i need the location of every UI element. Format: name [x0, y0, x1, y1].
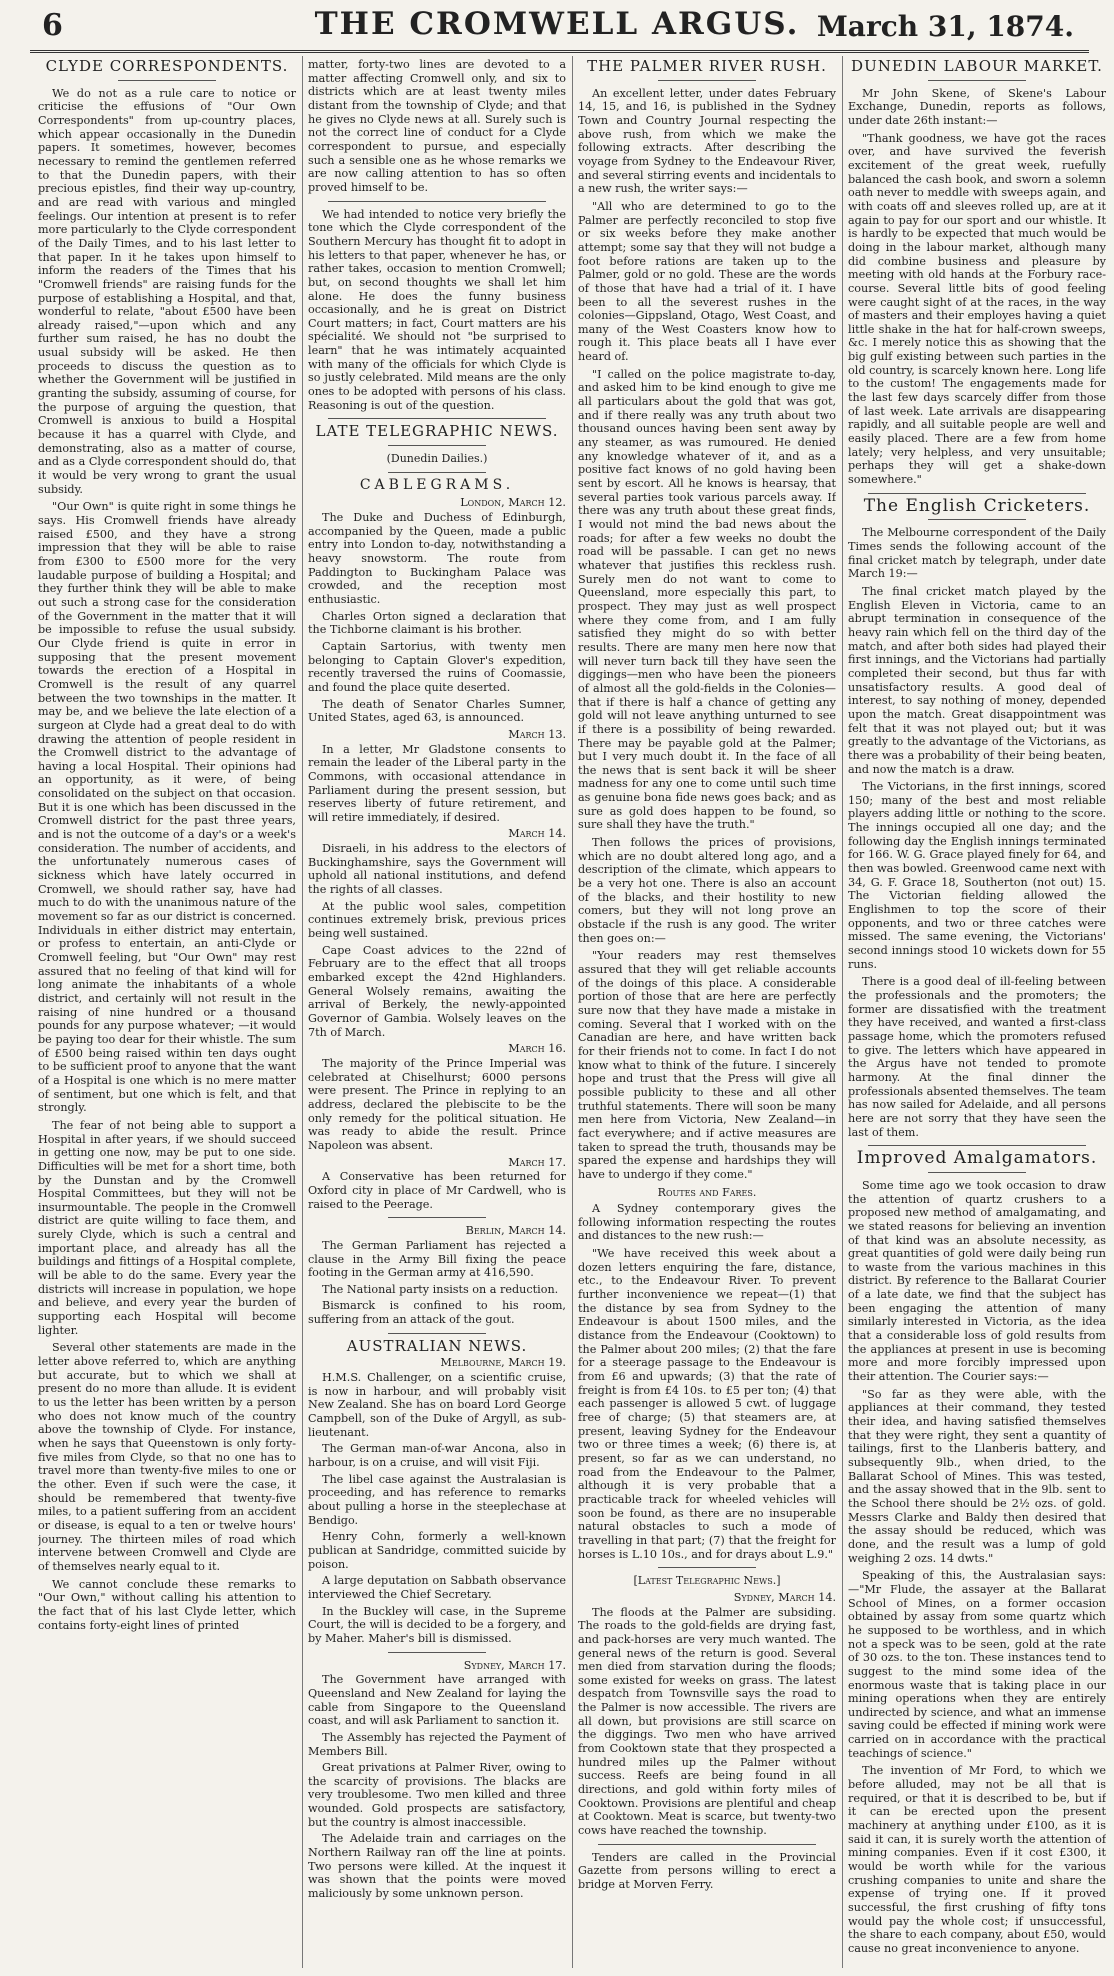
news-item: Bismarck is confined to his room, suffering from an attack of the gout. — [308, 1299, 566, 1327]
news-item: Great privations at Palmer River, owing to the scarcity of provisions. The blacks are very troublesome. Two men killed and three wounded. Gold prospects are satisfactory, but the country is almost inaccessible. — [308, 1761, 566, 1829]
dateline: March 16. — [508, 1042, 566, 1056]
divider — [328, 418, 546, 419]
paragraph: Mr John Skene, of Skene's Labour Exchange, Dunedin, reports as follows, under date 26th instant:— — [848, 86, 1106, 127]
divider — [658, 1567, 756, 1568]
divider — [388, 472, 486, 473]
news-item: The Duke and Duchess of Edinburgh, accompanied by the Queen, made a public entry into London to-day, notwithstanding a heavy snowstorm. The route from Paddington to Buckingham Palace was crowded, and the reception most enthusiastic. — [308, 511, 566, 606]
subheading-routes-and-fares: Routes and Fares. — [657, 1185, 757, 1199]
article-heading-clyde-correspondents: CLYDE CORRESPONDENTS. — [45, 58, 289, 75]
column-divider — [842, 56, 843, 1968]
divider — [388, 1652, 486, 1653]
news-item: Henry Cohn, formerly a well-known publican at Sandridge, committed suicide by poison. — [308, 1530, 566, 1571]
news-item: The majority of the Prince Imperial was celebrated at Chiselhurst; 6000 persons were present. The Prince in replying to an address, declared the plebiscite to be the only remedy for the political situation. He was ready to abide the result. Prince Napoleon was absent. — [308, 1056, 566, 1152]
paragraph: "So far as they were able, with the appliances at their command, they tested their idea, and having satisfied themselves that they were right, they sent a quantity of tailings, first to the Llanberis battery, and subsequently 9lb., when dried, to the Ballarat School of Mines. This was tested, and the assay showed that in the 9lb. sent to the School there should be 2½ ozs. of gold. Messrs Clarke and Baldy then desired that the assay should be reduced, which was done, and the result was a lump of gold weighing 2 ozs. 14 dwts." — [848, 1387, 1106, 1565]
divider — [328, 201, 546, 202]
news-item: A large deputation on Sabbath observance interviewed the Chief Secretary. — [308, 1574, 566, 1601]
news-item: At the public wool sales, competition continues extremely brisk, previous prices being well sustained. — [308, 899, 566, 941]
divider — [868, 1145, 1086, 1146]
dateline: March 14. — [508, 827, 566, 841]
paragraph: A Sydney contemporary gives the following information respecting the routes and distances to the new rush:— — [578, 1202, 836, 1243]
dateline: March 13. — [508, 727, 566, 741]
article-heading-english-cricketers: The English Cricketers. — [863, 495, 1091, 516]
news-item: Cape Coast advices to the 22nd of February are to the effect that all troops embarked except the 42nd Highlanders. General Wolsely remains, awaiting the arrival of Berkely, the newly-appointed Governor of Gambia. Wolsely leaves on the 7th of March. — [308, 943, 566, 1039]
paragraph: "Your readers may rest themselves assured that they will get reliable accounts of the doings of this place. A considerable portion of those that are here are perfectly sure now that they have made a mistake in coming. Several that I worked with on the Canadian are here, and have written back for their friends not to come. In fact I do not know what to think of the future. I sincerely hope and trust that the Press will give all possible publicity to these and all other truthful statements. There will soon be many men here from Victoria, New Zealand—in fact everywhere; and if active measures are taken to spread the truth, thousands may be spared the expense and hardships they will have to undergo if they come." — [578, 949, 836, 1181]
dateline: London, March 12. — [460, 496, 566, 510]
masthead — [0, 0, 1114, 52]
paragraph: The floods at the Palmer are subsiding. The roads to the gold-fields are drying fast, and pack-horses are very much wanted. The general news of the return is good. Several men died from starvation during the floods; some existed for weeks on grass. The latest despatch from Townsville says the road to the Palmer is now accessible. The rivers are all down, but provisions are still scarce on the diggings. Two men who have arrived from Cooktown state that they prospected a hundred miles up the Palmer without success. Reefs are being found in all directions, and gold within forty miles of Cooktown. Provisions are plentiful and cheap at Cooktown. Meat is scarce, but twenty-two cows have reached the township. — [578, 1605, 836, 1838]
paragraph: "Our Own" is quite right in some things he says. His Cromwell friends have already raised £500, and they have a strong impression that they will be able to raise from £300 to £500 more for the very laudable purpose of building a Hospital; and they further think they will be able to make out such a strong case for the consideration of the Government in the matter that it will be impossible to refuse the usual subsidy. Our Clyde friend is quite in error in supposing that the present movement towards the erection of a Hospital in Cromwell is the result of any quarrel between the two townships in the matter. It may be, and we believe the late election of a surgeon at Clyde had a great deal to do with drawing the attention of people resident in the Cromwell district to the advantage of having a local Hospital. Their opinions had an opportunity, as it were, of being consolidated on the subject on that occasion. But it is one which has been discussed in the Cromwell district for the past three years, and is not the outcome of a day's or a week's consideration. The number of accidents, and the unfortunately numerous cases of sickness which have lately occurred in Cromwell, we should rather say, have had much to do with the unanimous nature of the movement so far as our district is concerned. Individuals in either district may entertain, or profess to entertain, an anti-Clyde or Cromwell feeling, but "Our Own" may rest assured that no feeling of that kind will for long animate the inhabitants of a whole district, and certainly will not result in the raising of nine hundred or a thousand pounds for any purpose whatever; —it would be paying too dear for their whistle. The sum of £500 being raised within ten days ought to be sufficient proof to anyone that the want of a Hospital is one which is no mere matter of sentiment, but one which is felt, and that strongly. — [38, 500, 296, 1115]
divider — [598, 1844, 816, 1845]
column-3 — [578, 58, 836, 1968]
news-item: The Assembly has rejected the Payment of Members Bill. — [308, 1730, 566, 1758]
news-item: Disraeli, in his address to the electors of Buckinghamshire, says the Government will uphold all national institutions, and defend the rights of all classes. — [308, 842, 566, 897]
paragraph: We do not as a rule care to notice or criticise the effusions of "Our Own Correspondents" from up-country places, which appear occasionally in the Dunedin papers. It sometimes, however, becomes necessary to remind the gentlemen referred to that the Dunedin papers, with their precious epistles, find their way up-country, and are read with various and mingled feelings. Our intention at present is to refer more particularly to the Clyde correspondent of the Daily Times, and to his last letter to that paper. In it he takes upon himself to inform the readers of the Times that his "Cromwell friends" are raising funds for the purpose of establishing a Hospital, and that, wonderful to relate, "about £500 have been already raised,"—upon which and any further sum raised, he has no doubt the usual subsidy will be asked. He then proceeds to discuss the question as to whether the Government will be justified in granting the subsidy, assuming of course, for the purpose of arguing the question, that Cromwell is anxious to build a Hospital because it has a quarrel with Clyde, and demonstrating, also as a matter of course, and as a Clyde correspondent should do, that it would be very wrong to grant the usual subsidy. — [38, 86, 296, 496]
column-4 — [848, 58, 1106, 1968]
divider — [388, 445, 486, 446]
divider — [928, 80, 1026, 81]
paragraph: Speaking of this, the Australasian says:—"Mr Flude, the assayer at the Ballarat School of Mines, on a former occasion obtained by assay from some quartz which he supposed to be worthless, and in which not a speck was to be seen, gold at the rate of 30 ozs. to the ton. These instances tend to suggest to the mind some idea of the enormous waste that is taking place in our mining operations when they are entirely undirected by science, and what an immense saving could be effected if mining work were carried on in accordance with the practical teachings of science." — [848, 1569, 1106, 1760]
article-heading-improved-amalgamators: Improved Amalgamators. — [856, 1148, 1098, 1169]
paragraph: Then follows the prices of provisions, which are no doubt altered long ago, and a description of the climate, which appears to be a very hot one. There is also an account of the blacks, and their hostility to new comers, but they will not long prove an obstacle if the rush is any good. The writer then goes on:— — [578, 836, 836, 945]
subheading-latest-telegraphic-news: [Latest Telegraphic News.] — [633, 1574, 781, 1588]
column-2 — [308, 58, 566, 1968]
news-item: In the Buckley will case, in the Supreme Court, the will is decided to be a forgery, and by Maher. Maher's bill is dismissed. — [308, 1604, 566, 1645]
newspaper-title: THE CROMWELL ARGUS. — [314, 6, 800, 42]
paragraph: The Victorians, in the first innings, scored 150; many of the best and most reliable players adding little or nothing to the score. The innings occupied all one day; and the following day the English innings terminated for 166. W. G. Grace played finely for 64, and then was bowled. Greenwood came next with 34, G. F. Grace 18, Southerton (not out) 15. The Victorian fielding allowed the Englishmen to top the score of their opponents, and two or three catches were missed. The same evening, the Victorians' second innings stood 10 wickets down for 55 runs. — [848, 780, 1106, 971]
news-item: In a letter, Mr Gladstone consents to remain the leader of the Liberal party in the Commons, with occasional attendance in Parliament during the present session, but reserves liberty of future retirement, and will retire immediately, if desired. — [308, 742, 566, 824]
column-1 — [38, 58, 296, 1968]
news-item: The Government have arranged with Queensland and New Zealand for laying the cable from Singapore to the Queensland coast, and will ask Parliament to sanction it. — [308, 1673, 566, 1728]
divider — [928, 1172, 1026, 1173]
news-item: The German man-of-war Ancona, also in harbour, is on a cruise, and will visit Fiji. — [308, 1442, 566, 1470]
divider — [658, 80, 756, 81]
column-divider — [572, 56, 573, 1968]
article-heading-palmer-river-rush: THE PALMER RIVER RUSH. — [587, 58, 827, 75]
paragraph: "Thank goodness, we have got the races over, and have survived the feverish excitement of the great week, ruefully balanced the cash book, and sworn a solemn oath never to meddle with sweeps again, and with coats off and sleeves rolled up, are at it again to pay for our sport and our whistle. It is hardly to be expected that much would be doing in the labour market, although many did combine business and pleasure by meeting with old hands at the Forbury race-course. Several little bits of good feeling were caught sight of at the races, in the way of masters and their employes having a quiet little shake in the hat for half-crown sweeps, &c. I merely notice this as showing that the big gulf existing between such parties in the old country, is scarcely known here. Long life to the custom! The engagements made for the last few days scarcely differ from those of last week. Late arrivals are disappearing rapidly, and all suitable people are well and easily placed. There are a few from home lately; very helpless, and very unsuitable; perhaps they will get a shake-down somewhere." — [848, 131, 1106, 487]
divider — [388, 1333, 486, 1334]
news-item: The Adelaide train and carriages on the Northern Railway ran off the line at points. Two persons were killed. At the inquest it was shown that the points were moved maliciously by some unknown person. — [308, 1832, 566, 1901]
paragraph: matter, forty-two lines are devoted to a matter affecting Cromwell only, and six to districts which are at least twenty miles distant from the township of Clyde; and that he gives no Clyde news at all. Surely such is not the correct line of conduct for a Clyde correspondent to pursue, and especially such a sensible one as he whose remarks we are now calling attention to has so often proved himself to be. — [308, 58, 566, 194]
page-number: 6 — [42, 8, 63, 43]
dateline: Berlin, March 14. — [465, 1224, 566, 1238]
divider — [928, 519, 1026, 520]
paragraph: We had intended to notice very briefly the tone which the Clyde correspondent of the Southern Mercury has thought fit to adopt in his letters to that paper, whenever he has, or rather takes, occasion to mention Cromwell; but, on second thoughts we shall let him alone. He does the funny business occasionally, and he is great on District Court matters; in fact, Court matters are his spécialité. We should not "be surprised to learn" that he was intimately acquainted with many of the officials for which Clyde is so justly celebrated. Mild means are the only ones to be adopted with persons of his class. Reasoning is out of the question. — [308, 207, 566, 412]
paragraph: Some time ago we took occasion to draw the attention of quartz crushers to a proposed new method of amalgamating, and we stated reasons for believing an invention of that kind was an absolute necessity, as great quantities of gold were daily being run to waste from the various machines in this district. By reference to the Ballarat Courier of a late date, we find that the subject has been engaging the attention of many similarly interested in Victoria, as the idea that a considerable loss of gold results from the appliances at present in use is becoming more and more forcibly impressed upon their attention. The Courier says:— — [848, 1178, 1106, 1384]
paragraph: Tenders are called in the Provincial Gazette from persons willing to erect a bridge at Morven Ferry. — [578, 1850, 836, 1891]
paragraph: The invention of Mr Ford, to which we before alluded, may not be all that is required, or that it is described to be, but if it can be erected upon the present machinery at anything under £100, as it is said it can, it is surely worth the attention of mining companies. Even if it cost £300, it would be worth while for the various crushing companies to unite and share the expense of trying one. If it proved successful, the first crushing of fifty tons would pay the whole cost; if unsuccessful, the share to each company, about £50, would cause no great inconvenience to anyone. — [848, 1764, 1106, 1955]
paragraph: There is a good deal of ill-feeling between the professionals and the promoters; the former are dissatisfied with the treatment they have received, and wanted a first-class passage home, which the promoters refused to give. The letters which have appeared in the Argus have not tended to promote harmony. At the final dinner the professionals absented themselves. The team has now sailed for Adelaide, and all persons here are not sorry that they have seen the last of them. — [848, 975, 1106, 1139]
divider — [388, 1217, 486, 1218]
paragraph: Several other statements are made in the letter above referred to, which are anything but accurate, but to which we shall at present do no more than allude. It is evident to us the letter has been written by a person who does not know much of the country above the township of Clyde. For instance, when he says that Queenstown is only forty-five miles from Clyde, so that no one has to travel more than twenty-five miles to one or the other. Even if such were the case, it should be remembered that twenty-five miles, to a patient suffering from an accident or disease, is equal to a ten or twelve hours' journey. The thirteen miles of road which intervene between Cromwell and Clyde are of themselves nearly equal to it. — [38, 1341, 296, 1573]
dateline: Sydney, March 14. — [733, 1590, 836, 1604]
issue-date: March 31, 1874. — [816, 10, 1074, 43]
news-item: The German Parliament has rejected a clause in the Army Bill fixing the peace footing in the German army at 416,590. — [308, 1238, 566, 1280]
news-item: The National party insists on a reduction. — [322, 1282, 559, 1296]
article-heading-dunedin-labour-market: DUNEDIN LABOUR MARKET. — [851, 58, 1103, 75]
news-item: A Conservative has been returned for Oxford city in place of Mr Cardwell, who is raised to the Peerage. — [308, 1170, 566, 1211]
column-divider — [302, 56, 303, 1968]
paragraph: An excellent letter, under dates February 14, 15, and 16, is published in the Sydney Town and Country Journal respecting the above rush, from which we make the following extracts. After describing the voyage from Sydney to the Endeavour River, and several stirring events and incidentals to a new rush, the writer says:— — [578, 86, 836, 196]
news-item: The libel case against the Australasian is proceeding, and has reference to remarks about pulling a horse in the steeplechase at Bendigo. — [308, 1472, 566, 1527]
paragraph: We cannot conclude these remarks to "Our Own," without calling his attention to the fact that of his last Clyde letter, which contains forty-eight lines of printed — [38, 1577, 296, 1632]
paragraph: "We have received this week about a dozen letters enquiring the fare, distance, etc., to the Endeavour River. To prevent further inconvenience we repeat—(1) that the distance by sea from Sydney to the Endeavour is about 1500 miles, and the distance from the Endeavour (Cooktown) to the Palmer about 200 miles; (2) that the fare for a steerage passage to the Endeavour is from £6 and upwards; (3) that the rate of freight is from £4 10s. to £5 per ton; (4) that each passenger is allowed 5 cwt. of luggage free of charge; (5) that steamers are, at present, leaving Sydney for the Endeavour two or three times a week; (6) there is, at present, so far as we can understand, no road from the Endeavour to the Palmer, although it is very probable that a practicable track for wheeled vehicles will soon be found, as there are no insuperable natural obstacles to such a mode of travelling in that part; (7) that the freight for horses is L.10 10s., and for drays about L.9." — [578, 1247, 836, 1561]
dateline: March 17. — [508, 1155, 566, 1169]
news-item: Charles Orton signed a declaration that the Tichborne claimant is his brother. — [308, 609, 566, 637]
masthead-rule — [30, 50, 1089, 53]
paragraph: The fear of not being able to support a Hospital in after years, if we should succeed in getting one now, may be put to one side. Difficulties will be met for a short time, both by the Dunstan and by the Cromwell Hospital Committees, but they will not be insurmountable. The people in the Cromwell district are quite willing to face them, and surely Clyde, which is such a central and important place, and already has all the buildings and fittings of a Hospital complete, will be able to do the same. Every year the districts will increase in population, we hope and believe, and every year the burden of supporting each Hospital will become lighter. — [38, 1118, 296, 1337]
divider — [868, 493, 1086, 494]
paragraph: "All who are determined to go to the Palmer are perfectly reconciled to stop five or six weeks before they make another attempt; some say that they will not budge a foot before rations are taken up to the Palmer, gold or no gold. These are the words of those that have had a trial of it. I have been to all the severest rushes in the colonies—Gippsland, Otago, West Coast, and many of the West Coasters know how to rough it. This place beats all I have ever heard of. — [578, 199, 836, 364]
news-source: (Dunedin Dailies.) — [386, 452, 488, 466]
section-heading-telegraphic-news: LATE TELEGRAPHIC NEWS. — [315, 422, 559, 441]
divider — [118, 80, 216, 81]
news-item: Captain Sartorius, with twenty men belonging to Captain Glover's expedition, recently traversed the ruins of Coomassie, and found the place quite deserted. — [308, 639, 566, 694]
news-item: H.M.S. Challenger, on a scientific cruise, is now in harbour, and will probably visit New Zealand. She has on board Lord George Campbell, son of the Duke of Argyll, as sub-lieutenant. — [308, 1371, 566, 1439]
dateline: Melbourne, March 19. — [440, 1356, 566, 1370]
news-item: The death of Senator Charles Sumner, United States, aged 63, is announced. — [308, 697, 566, 725]
section-heading-australian-news: AUSTRALIAN NEWS. — [346, 1336, 528, 1355]
dateline: Sydney, March 17. — [463, 1658, 566, 1672]
paragraph: The Melbourne correspondent of the Daily Times sends the following account of the final cricket match by telegraph, under date March 19:— — [848, 526, 1106, 581]
section-heading-cablegrams: CABLEGRAMS. — [359, 476, 515, 493]
paragraph: The final cricket match played by the English Eleven in Victoria, came to an abrupt termination in consequence of the heavy rain which fell on the third day of the match, and after both sides had played their first innings, and the Victorians had partially completed their second, but thus far with unsatisfactory results. A good deal of interest, to say nothing of money, depended upon the match. Great disappointment was felt that it was not played out; but it was greatly to the advantage of the Victorians, as there was a probability of their being beaten, and now the match is a draw. — [848, 584, 1106, 776]
paragraph: "I called on the police magistrate to-day, and asked him to be kind enough to give me all particulars about the gold that was got, and if there really was any truth about two thousand ounces having been sent away by any steamer, as was rumoured. He denied any knowledge whatever of it, and as a positive fact knows of no gold having been sent by escort. All he knows is hearsay, that several parties took various parcels away. If there was any truth about these great finds, I would not mind the bad news about the roads; for after a few weeks no doubt the road will be passable. I can get no news whatever that justifies this reckless rush. Surely men do not want to come to Queensland, more especially this part, to prospect. They may just as well prospect where they come from, and I am fully satisfied they might do so with better results. There are many men here now that will never turn back till they have seen the diggings—men who have been the pioneers of almost all the gold-fields in the Colonies—that if there is half a chance of getting any gold will not leave anything unturned to see if there is a possibility of being rewarded. There may be payable gold at the Palmer; but I very much doubt it. In the face of all the news that is sent back it will be sheer madness for any one to come until such time as genuine bona fide news goes back; and as sure as gold does happen to be found, so sure shall they have the truth." — [578, 367, 836, 832]
